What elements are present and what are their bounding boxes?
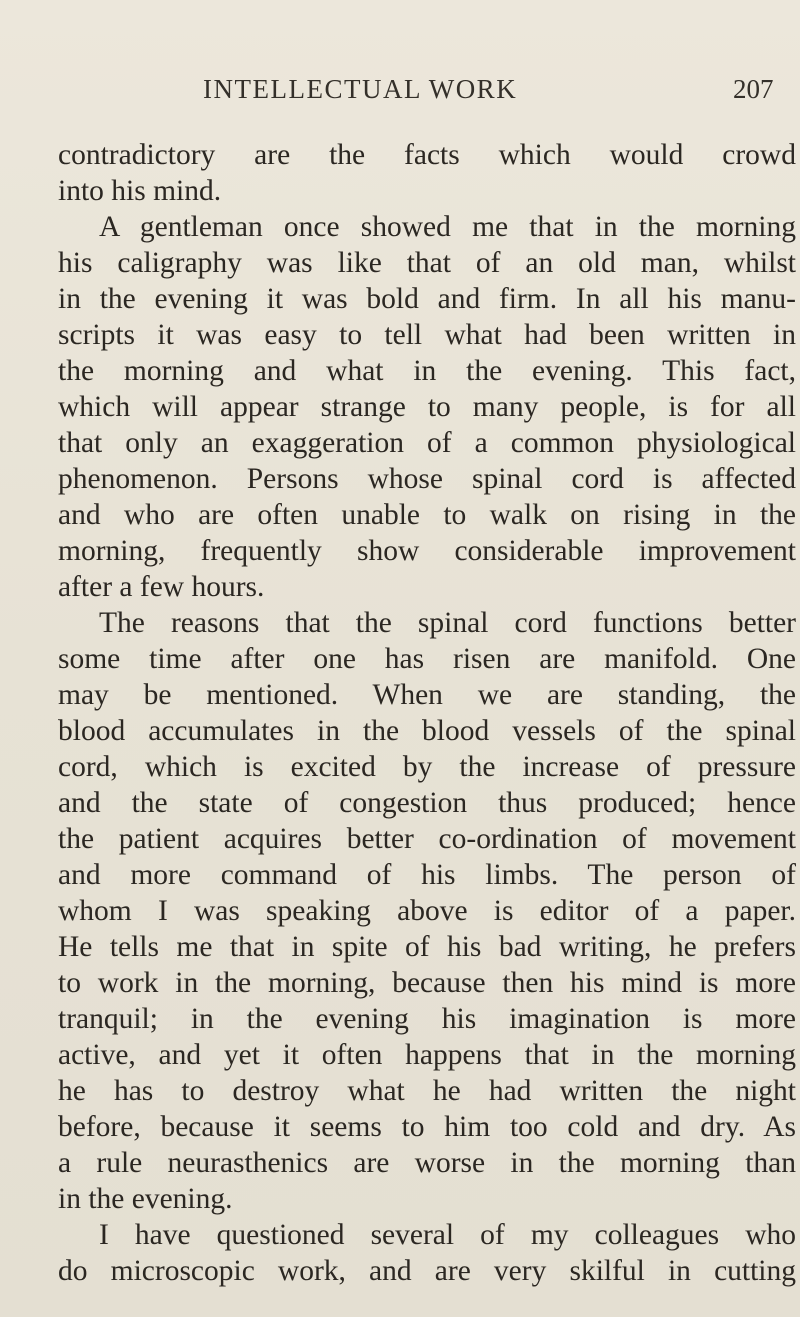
text-line: scripts it was easy to tell what had been written in (58, 319, 796, 351)
text-line: before, because it seems to him too cold and dry. As (58, 1111, 796, 1143)
text-line: blood accumulates in the blood vessels of the spinal (58, 715, 796, 747)
text-line: phenomenon. Persons whose spinal cord is affected (58, 463, 796, 495)
text-line: A gentleman once showed me that in the morning (99, 211, 796, 243)
running-head: INTELLECTUAL WORK (203, 74, 518, 104)
text-line: do microscopic work, and are very skilful in cutting (58, 1255, 796, 1287)
text-line: to work in the morning, because then his mind is more (58, 967, 796, 999)
text-line: and more command of his limbs. The person of (58, 859, 796, 891)
text-line: contradictory are the facts which would crowd (58, 139, 796, 171)
page-number: 207 (733, 74, 774, 104)
text-line: the patient acquires better co-ordination of movement (58, 823, 796, 855)
text-line: cord, which is excited by the increase of pressure (58, 751, 796, 783)
text-line: I have questioned several of my colleagues who (99, 1219, 796, 1251)
text-line: The reasons that the spinal cord functions better (99, 607, 796, 639)
text-line: into his mind. (58, 175, 222, 207)
text-line: he has to destroy what he had written the night (58, 1075, 796, 1107)
text-line: a rule neurasthenics are worse in the morning than (58, 1147, 796, 1179)
text-line: in the evening it was bold and firm. In all his manu- (58, 283, 796, 315)
text-line: morning, frequently show considerable improvement (58, 535, 796, 567)
text-line: and the state of congestion thus produced; hence (58, 787, 796, 819)
text-line: some time after one has risen are manifold. One (58, 643, 796, 675)
text-line: tranquil; in the evening his imagination is more (58, 1003, 796, 1035)
text-line: his caligraphy was like that of an old man, whilst (58, 247, 796, 279)
text-line: the morning and what in the evening. This fact, (58, 355, 796, 387)
text-line: and who are often unable to walk on rising in the (58, 499, 796, 531)
text-line: after a few hours. (58, 571, 265, 603)
text-line: active, and yet it often happens that in the morning (58, 1039, 796, 1071)
text-line: in the evening. (58, 1183, 233, 1215)
text-line: may be mentioned. When we are standing, the (58, 679, 796, 711)
text-line: whom I was speaking above is editor of a paper. (58, 895, 796, 927)
text-line: that only an exaggeration of a common physiological (58, 427, 796, 459)
text-line: He tells me that in spite of his bad writing, he prefers (58, 931, 796, 963)
text-line: which will appear strange to many people, is for all (58, 391, 796, 423)
